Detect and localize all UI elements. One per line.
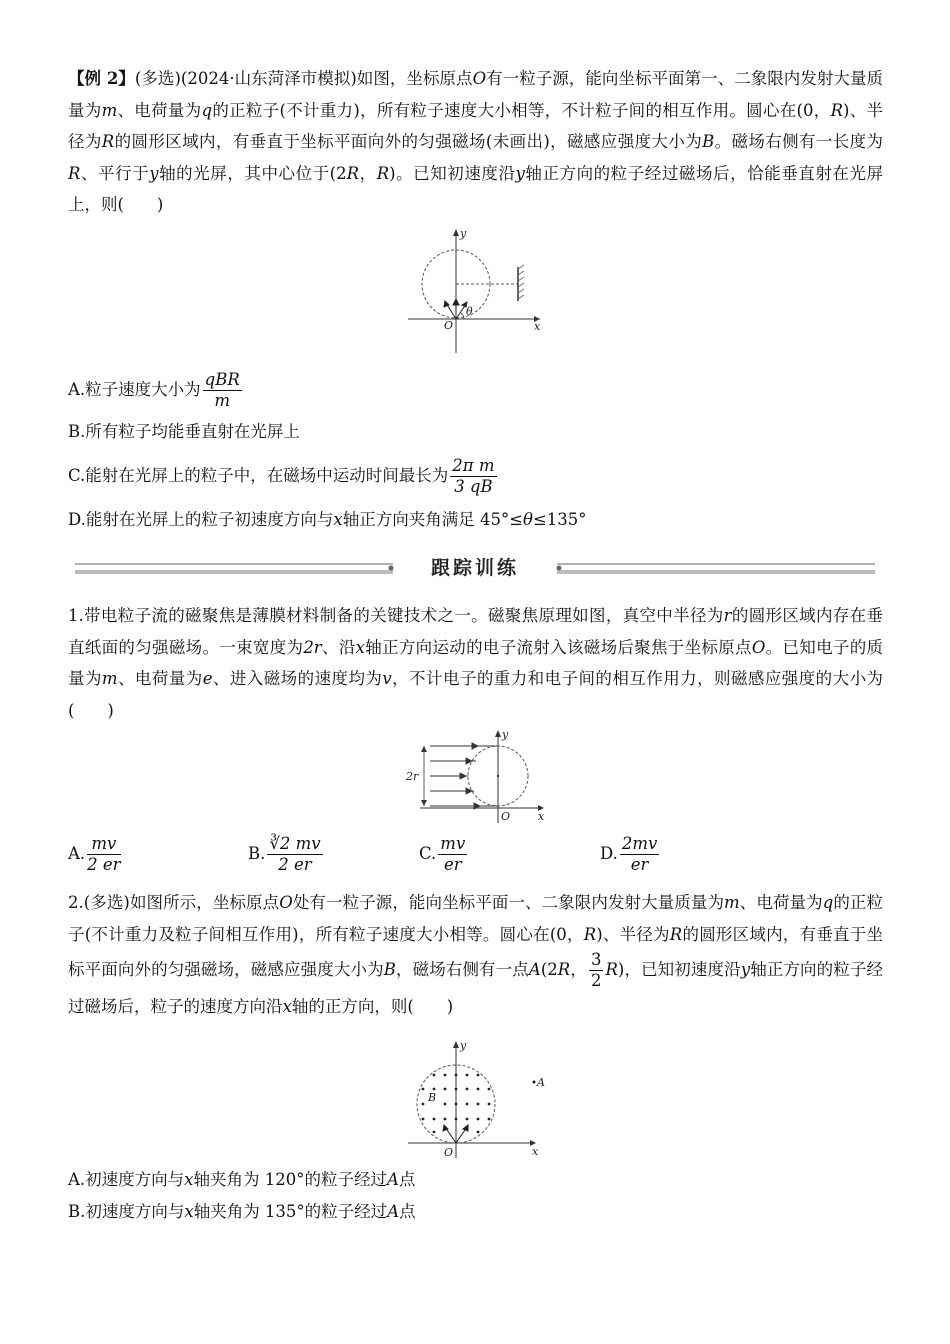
fraction: $\frac{\text{2π m}}{3 qB}$: [452, 456, 495, 496]
beam-width-label: 2r: [406, 770, 419, 783]
example2-stem: 【例 2】(多选)(2024·山东菏泽市模拟)如图，坐标原点O有一粒子源，能向坐标平面第一、二象限内发射大量质量为m、电荷量为q的正粒子(不计重力)，所有粒子速度大小相等，不计粒子间的相互作用。圆心在(0，R)、半径为R的圆形区域内，有垂直于坐标平面向外的匀强磁场(未画出)，磁感应强度大小为B。磁场右侧有一长度为R、平行于y轴的光屏，其中心位于(2R，R)。已知初速度沿y轴正方向的粒子经过磁场后，恰能垂直射在光屏上，则( ): [68, 69, 884, 214]
section-title: 跟踪训练: [396, 553, 554, 580]
x-label: x: [538, 810, 545, 823]
y-axis-arrow: [495, 730, 501, 737]
fraction: $\frac{\text{qBR}}{m}$: [204, 370, 240, 410]
width-arrow-top: [421, 746, 427, 752]
point-a-dot: [533, 1081, 536, 1084]
screen-hatching: [518, 265, 524, 299]
fraction: $\frac{mv}{er}$: [440, 834, 466, 874]
circle-center: [497, 775, 499, 777]
y-label: y: [460, 227, 467, 240]
question1-option-c[interactable]: C. $\frac{mv}{er}$: [419, 834, 466, 874]
example2-option-d[interactable]: D.能射在光屏上的粒子初速度方向与x轴正方向夹角满足 45°≤θ≤135°: [68, 510, 587, 529]
example2-figure: [400, 225, 550, 355]
question2-figure: [400, 1037, 550, 1159]
origin-label: O: [444, 1146, 454, 1159]
y-axis-arrow: [453, 1041, 459, 1048]
question1-option-d[interactable]: D. $\frac{2mv}{er}$: [600, 834, 658, 874]
y-label: y: [460, 1039, 467, 1052]
question1-option-a[interactable]: A. $\frac{mv}{2 er}$: [68, 834, 121, 874]
y-axis-arrow: [453, 229, 459, 236]
example2-option-b[interactable]: B.所有粒子均能垂直射在光屏上: [68, 422, 300, 441]
theta-arc: [461, 313, 464, 319]
field-b-label: B: [428, 1091, 437, 1104]
fraction: $\frac{2mv}{er}$: [621, 834, 658, 874]
origin-label: O: [501, 810, 511, 823]
x-label: x: [534, 320, 541, 333]
theta-label: θ: [466, 305, 473, 318]
width-arrow-bottom: [421, 800, 427, 806]
example-tag: 【例 2】: [68, 69, 135, 88]
point-a-label: A: [537, 1076, 545, 1089]
question1-figure: [400, 728, 550, 824]
question2-option-b[interactable]: B.初速度方向与x轴夹角为 135°的粒子经过A点: [68, 1202, 416, 1221]
fraction: $\frac{∛2 mv}{2 er}$: [269, 834, 321, 874]
example2-option-a[interactable]: A.粒子速度大小为 $\frac{\text{qBR}}{m}$: [68, 370, 240, 410]
question2-option-a[interactable]: A.初速度方向与x轴夹角为 120°的粒子经过A点: [68, 1170, 416, 1189]
y-label: y: [502, 728, 509, 741]
fraction: $\frac{mv}{2 er}$: [87, 834, 121, 874]
example2-option-c[interactable]: C.能射在光屏上的粒子中，在磁场中运动时间最长为 $\frac{\text{2π m}}{3 qB}$: [68, 456, 495, 496]
question2-stem: 2.(多选)如图所示，坐标原点O处有一粒子源，能向坐标平面一、二象限内发射大量质量为m、电荷量为q的正粒子(不计重力及粒子间相互作用)，所有粒子速度大小相等。圆心在(0，R)、半径为R的圆形区域内，有垂直于坐标平面向外的匀强磁场，磁感应强度大小为B，磁场右侧有一点A(2R， $\frac{3}{2}$ R)，已知初速度沿y轴正方向的粒子经过磁场后，粒子的速度方向沿x轴的正方向，则( ): [68, 893, 884, 1016]
electron-beam: [430, 743, 498, 809]
fraction: $\frac{3}{2}$: [590, 950, 602, 990]
origin-label: O: [444, 319, 454, 332]
question1-stem: 1.带电粒子流的磁聚焦是薄膜材料制备的关键技术之一。磁聚焦原理如图，真空中半径为r的圆形区域内存在垂直纸面的匀强磁场。一束宽度为2r、沿x轴正方向运动的电子流射入该磁场后聚焦于坐标原点O。已知电子的质量为m、电荷量为e、进入磁场的速度均为v，不计电子的重力和电子间的相互作用力，则磁感应强度的大小为( ): [68, 606, 884, 720]
x-label: x: [532, 1145, 539, 1158]
question1-option-b[interactable]: B. $\frac{∛2 mv}{2 er}$: [248, 834, 321, 874]
